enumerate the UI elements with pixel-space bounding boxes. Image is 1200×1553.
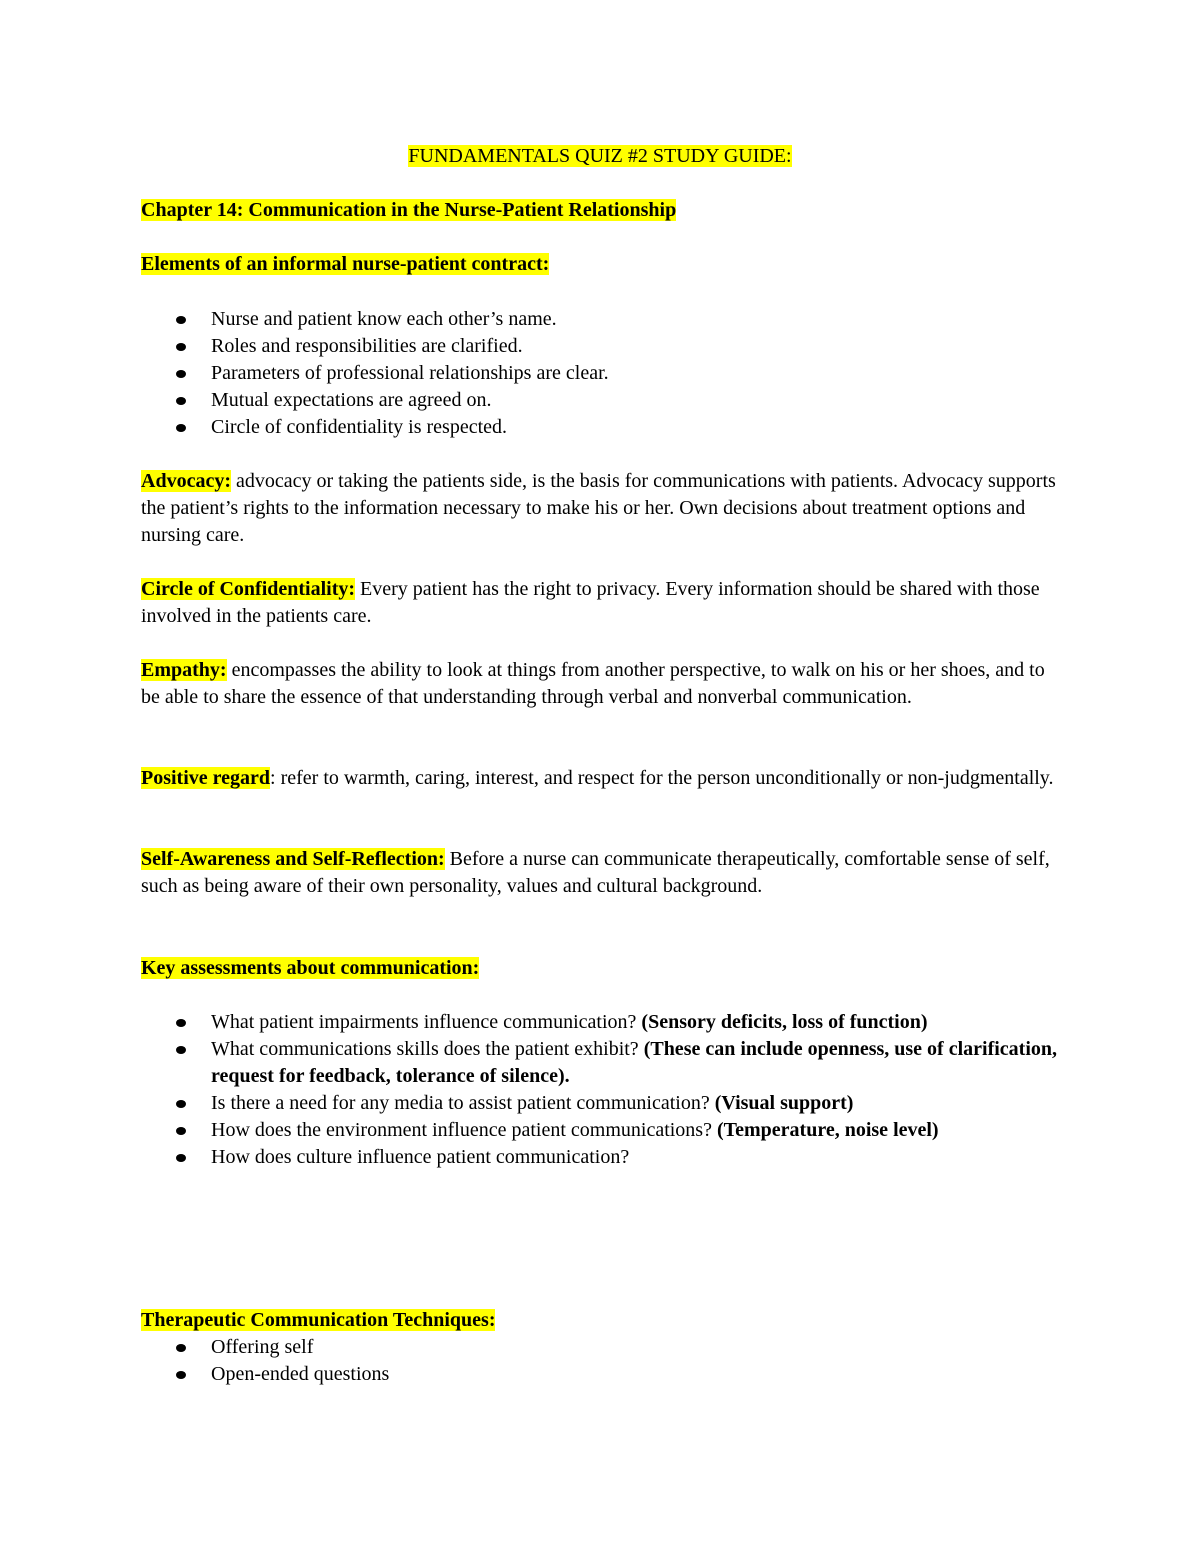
advocacy-term: Advocacy:	[141, 470, 231, 492]
confidentiality-paragraph	[141, 576, 1061, 630]
list-item: How does the environment influence patient communications? (Temperature, noise level)	[141, 1117, 1061, 1144]
empathy-text: encompasses the ability to look at things from another perspective, to walk on his or her shoes, and to be able to share the essence of that understanding through verbal and nonverbal communication.	[141, 659, 1045, 708]
chapter-heading: Chapter 14: Communication in the Nurse-Patient Relationship	[141, 199, 677, 221]
list-item: What communications skills does the patient exhibit? (These can include openness, use of clarification, request for feedback, tolerance of silence).	[141, 1036, 1061, 1090]
document-title-text: FUNDAMENTALS QUIZ #2 STUDY GUIDE:	[408, 145, 792, 167]
list-item: Mutual expectations are agreed on.	[141, 387, 1061, 414]
confidentiality-text: Every patient has the right to privacy. Every information should be shared with those involved in the patients care.	[141, 578, 1040, 627]
positive-regard-term: Positive regard	[141, 767, 271, 789]
list-item: Circle of confidentiality is respected.	[141, 414, 1061, 441]
techniques-list	[141, 1334, 1061, 1388]
techniques-heading: Therapeutic Communication Techniques:	[141, 1309, 496, 1331]
list-item: Parameters of professional relationships are clear.	[141, 360, 1061, 387]
self-awareness-paragraph	[141, 846, 1061, 900]
empathy-paragraph	[141, 657, 1061, 711]
list-item: Offering self	[141, 1334, 1061, 1361]
list-item: Roles and responsibilities are clarified.	[141, 333, 1061, 360]
advocacy-text: advocacy or taking the patients side, is the basis for communications with patients. Advocacy supports the patient’s rights to the information necessary to make his or her. Own decisions about treatment options and nursing care.	[141, 470, 1056, 546]
list-item: Nurse and patient know each other’s name.	[141, 306, 1061, 333]
positive-regard-text: : refer to warmth, caring, interest, and respect for the person unconditionally or non-judgmentally.	[270, 767, 1054, 789]
empathy-term: Empathy:	[141, 659, 227, 681]
list-item: How does culture influence patient communication?	[141, 1144, 1061, 1171]
list-item: What patient impairments influence communication? (Sensory deficits, loss of function)	[141, 1009, 1061, 1036]
self-awareness-term: Self-Awareness and Self-Reflection:	[141, 848, 445, 870]
advocacy-paragraph	[141, 468, 1061, 549]
document-title	[0, 143, 1200, 170]
contract-heading: Elements of an informal nurse-patient contract:	[141, 253, 550, 275]
list-item: Is there a need for any media to assist patient communication? (Visual support)	[141, 1090, 1061, 1117]
list-item: Open-ended questions	[141, 1361, 1061, 1388]
positive-regard-paragraph	[141, 765, 1061, 792]
assessments-heading: Key assessments about communication:	[141, 957, 480, 979]
assessments-list	[141, 1009, 1061, 1171]
confidentiality-term: Circle of Confidentiality:	[141, 578, 356, 600]
contract-list	[141, 306, 1061, 441]
self-awareness-text: Before a nurse can communicate therapeutically, comfortable sense of self, such as being aware of their own personality, values and cultural background.	[141, 848, 1050, 897]
